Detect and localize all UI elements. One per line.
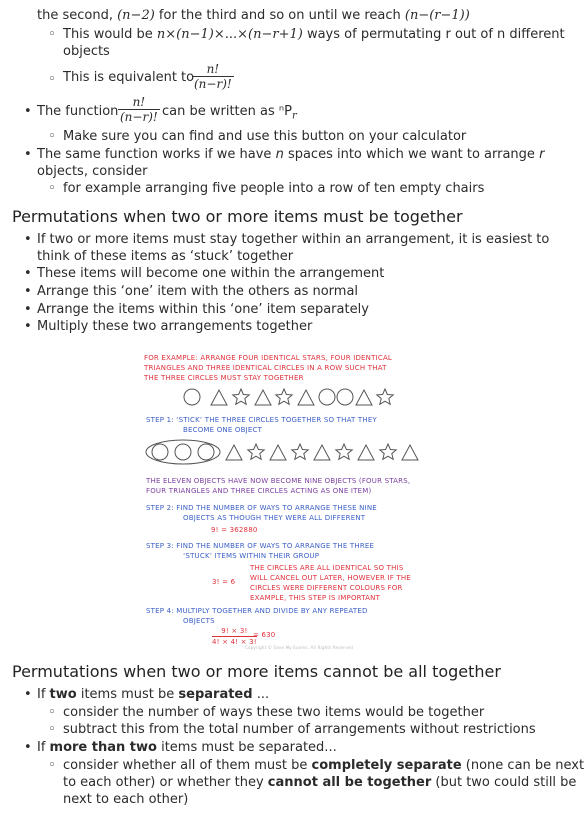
- bullet-multiply: Multiply these two arrangements together: [37, 319, 313, 334]
- fraction-numerator: n!: [132, 95, 146, 109]
- text: spaces into which we want to arrange: [283, 147, 540, 162]
- sub-bullet-equivalent: This is equivalent to: [63, 70, 195, 85]
- circle-shape: [319, 389, 335, 405]
- continuation-line: [37, 8, 470, 24]
- text: items must be separated...: [156, 740, 337, 755]
- row-nine-objects: [140, 439, 425, 467]
- step1-line: BECOME ONE OBJECT: [183, 426, 263, 434]
- bullet-function-post: [162, 104, 297, 125]
- bullet-marker: •: [24, 302, 32, 317]
- sub-bullet-completely-separate-l3: next to each other): [63, 792, 189, 807]
- sub-bullet-calculator: Make sure you can find and use this button on your calculator: [63, 129, 467, 144]
- bullet-marker: •: [24, 319, 32, 334]
- sub-bullet-ways-cont: objects: [63, 44, 110, 59]
- bold-text: more than two: [49, 740, 157, 755]
- fraction-numerator: n!: [206, 62, 220, 76]
- text: items must be: [76, 687, 179, 702]
- permutation-subscript: r: [291, 110, 297, 122]
- bullet-same-function: [37, 147, 544, 163]
- star-shape: [336, 444, 352, 459]
- var-r: r: [539, 147, 545, 162]
- triangle-shape: [356, 390, 372, 405]
- text: ways of permutating r out of n different: [302, 27, 565, 42]
- step3-note: EXAMPLE, THIS STEP IS IMPORTANT: [250, 594, 381, 602]
- circle-shape: [184, 389, 200, 405]
- sub-bullet-marker: ◦: [48, 705, 56, 720]
- text: consider whether all of them must be: [63, 758, 312, 773]
- text: The same function works if we have: [37, 147, 276, 162]
- step2-line: OBJECTS AS THOUGH THEY WERE ALL DIFFERENT: [183, 514, 366, 522]
- bullet-marker: •: [24, 104, 32, 119]
- step3-line: STEP 3: FIND THE NUMBER OF WAYS TO ARRANGE THE THREE: [146, 542, 375, 550]
- bullet-marker: •: [24, 687, 32, 702]
- star-shape: [276, 389, 292, 404]
- step2-line: STEP 2: FIND THE NUMBER OF WAYS TO ARRANGE THESE NINE: [146, 504, 377, 512]
- star-shape: [292, 444, 308, 459]
- row-eleven-objects: [140, 385, 425, 411]
- math-expr: n×(n−1)×...×(n−r+1): [156, 27, 303, 42]
- bullet-marker: •: [24, 147, 32, 162]
- text: can be written as: [162, 104, 279, 119]
- triangle-shape: [270, 445, 286, 460]
- section-heading-not-together: Permutations when two or more items cannot be all together: [12, 662, 501, 681]
- text: ...: [252, 687, 270, 702]
- copyright-note: Copyright © Save My Exams. All Rights Reserved: [245, 645, 354, 650]
- text: If: [37, 687, 50, 702]
- circle-shape: [152, 444, 168, 460]
- step4-denominator: 4! × 4! × 3!: [212, 638, 257, 646]
- sub-bullet-chairs: for example arranging five people into a row of ten empty chairs: [63, 181, 485, 196]
- text: the second,: [37, 8, 118, 23]
- bullet-arrange-within: Arrange the items within this ‘one’ item separately: [37, 302, 369, 317]
- circle-shape: [337, 389, 353, 405]
- step4-numerator: 9! × 3!: [221, 627, 248, 635]
- step1-line: STEP 1: ‘STICK’ THE THREE CIRCLES TOGETHER SO THAT THEY: [146, 416, 377, 424]
- fraction-function: [118, 95, 160, 124]
- bullet-stuck-together-cont: think of these items as ‘stuck’ together: [37, 249, 294, 264]
- example-line: TRIANGLES AND THREE IDENTICAL CIRCLES IN A ROW SUCH THAT: [144, 364, 387, 372]
- circle-shape: [198, 444, 214, 460]
- sub-bullet-completely-separate-l2: [63, 775, 576, 791]
- text: for the third and so on until we reach: [154, 8, 405, 23]
- step4-line: OBJECTS: [183, 617, 215, 625]
- step3-calculation: 3! = 6: [212, 578, 236, 586]
- example-line: FOR EXAMPLE: ARRANGE FOUR IDENTICAL STARS, FOUR IDENTICAL: [144, 354, 393, 362]
- math-expr: (n−2): [117, 8, 155, 23]
- step4-fraction: [212, 626, 257, 647]
- section-heading-together: Permutations when two or more items must be together: [12, 207, 463, 226]
- eleven-line: THE ELEVEN OBJECTS HAVE NOW BECOME NINE OBJECTS (FOUR STARS,: [146, 477, 411, 485]
- fraction-denominator: (n−r)!: [120, 110, 158, 124]
- math-expr: (n−(r−1)): [404, 8, 470, 23]
- bullet-arrange-one: Arrange this ‘one’ item with the others as normal: [37, 284, 359, 299]
- bullet-more-than-two: [37, 740, 337, 756]
- sub-bullet-marker: ◦: [48, 27, 56, 42]
- star-shape: [233, 389, 249, 404]
- text: (but two could still be: [431, 775, 577, 790]
- sub-bullet-marker: ◦: [48, 758, 56, 773]
- triangle-shape: [226, 445, 242, 460]
- bold-text: completely separate: [311, 758, 462, 773]
- bullet-two-separated: [37, 687, 269, 703]
- text: If: [37, 740, 50, 755]
- star-shape: [377, 389, 393, 404]
- triangle-shape: [298, 390, 314, 405]
- permutation-symbol: ⁿP: [278, 104, 292, 119]
- bullet-marker: •: [24, 232, 32, 247]
- bullet-marker: •: [24, 266, 32, 281]
- bullet-become-one: These items will become one within the arrangement: [37, 266, 385, 281]
- text: to each other) or whether they: [63, 775, 268, 790]
- fraction-denominator: (n−r)!: [194, 77, 232, 91]
- bold-text: two: [49, 687, 77, 702]
- text: (none can be next: [461, 758, 584, 773]
- fraction-n-factorial: [192, 62, 234, 91]
- step4-line: STEP 4: MULTIPLY TOGETHER AND DIVIDE BY ANY REPEATED: [146, 607, 368, 615]
- bullet-same-function-cont: objects, consider: [37, 164, 148, 179]
- sub-bullet-ways: [63, 27, 565, 43]
- sub-bullet-consider-together: consider the number of ways these two items would be together: [63, 705, 485, 720]
- sub-bullet-marker: ◦: [48, 129, 56, 144]
- eleven-line: FOUR TRIANGLES AND THREE CIRCLES ACTING AS ONE ITEM): [146, 487, 372, 495]
- step3-note: THE CIRCLES ARE ALL IDENTICAL SO THIS: [250, 564, 404, 572]
- bold-text: separated: [178, 687, 253, 702]
- sub-bullet-marker: ◦: [48, 181, 56, 196]
- step3-note: CIRCLES WERE DIFFERENT COLOURS FOR: [250, 584, 403, 592]
- sub-bullet-subtract: subtract this from the total number of arrangements without restrictions: [63, 722, 536, 737]
- sub-bullet-marker: ◦: [48, 72, 56, 87]
- star-shape: [248, 444, 264, 459]
- sub-bullet-completely-separate: [63, 758, 584, 774]
- step3-line: ‘STUCK’ ITEMS WITHIN THEIR GROUP: [183, 552, 320, 560]
- worked-example-figure: [140, 345, 425, 655]
- circle-shape: [175, 444, 191, 460]
- star-shape: [380, 444, 396, 459]
- bullet-stuck-together: If two or more items must stay together within an arrangement, it is easiest to: [37, 232, 550, 247]
- example-line: THE THREE CIRCLES MUST STAY TOGETHER: [144, 374, 304, 382]
- triangle-shape: [358, 445, 374, 460]
- bullet-marker: •: [24, 740, 32, 755]
- triangle-shape: [314, 445, 330, 460]
- text: This would be: [63, 27, 157, 42]
- triangle-shape: [255, 390, 271, 405]
- triangle-shape: [211, 390, 227, 405]
- step2-calculation: 9! = 362880: [211, 526, 258, 534]
- step4-result: = 630: [253, 631, 276, 639]
- triangle-shape: [402, 445, 418, 460]
- sub-bullet-marker: ◦: [48, 722, 56, 737]
- bold-text: cannot all be together: [267, 775, 432, 790]
- var-n: n: [275, 147, 284, 162]
- step3-note: WILL CANCEL OUT LATER, HOWEVER IF THE: [250, 574, 411, 582]
- bullet-marker: •: [24, 284, 32, 299]
- bullet-function-pre: The function: [37, 104, 119, 119]
